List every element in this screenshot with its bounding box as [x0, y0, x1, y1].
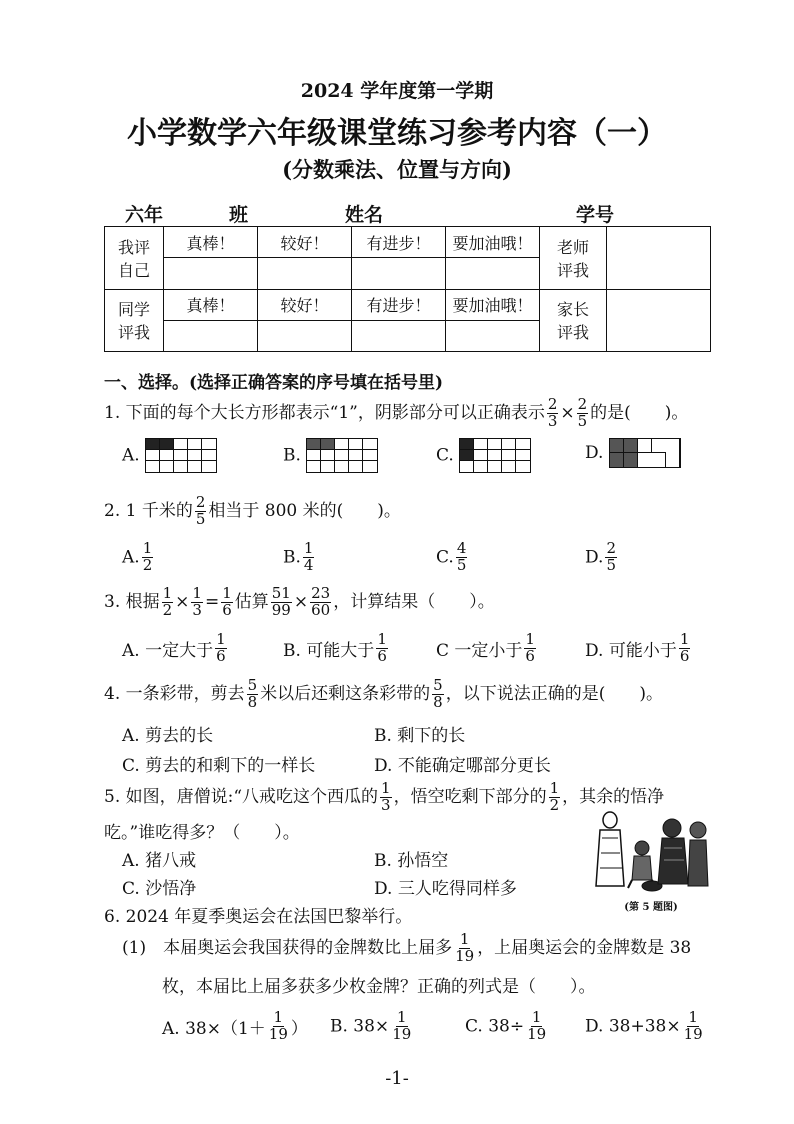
q5-option-a[interactable]: A. 猪八戒 [122, 851, 197, 871]
question-5: 5. 如图，唐僧说:“八戒吃这个西瓜的 $\frac{1}{3}$ ，悟空吃剩下部分的 $\frac{1}{2}$ ，其余的悟净 [104, 779, 665, 814]
q4-option-c[interactable]: C. 剪去的和剩下的一样长 [122, 756, 316, 776]
peer-eval-label: 同学 评我 [105, 289, 164, 352]
question-5-line2: 吃。”谁吃得多？（ ）。 [104, 823, 300, 843]
q6-option-c[interactable]: C. 38÷ $\frac{1}{19}$ [465, 1008, 547, 1043]
q3-option-b[interactable]: B. 可能大于 $\frac{1}{6}$ [283, 630, 387, 665]
q2-option-d[interactable]: D. $\frac{2}{5}$ [585, 539, 616, 574]
q6-option-d[interactable]: D. 38+38× $\frac{1}{19}$ [585, 1008, 703, 1043]
q4-option-d[interactable]: D. 不能确定哪部分更长 [374, 756, 551, 776]
teacher-eval-box[interactable] [607, 227, 711, 290]
self-eval-label: 我评 自己 [105, 227, 164, 290]
self-check-1[interactable] [164, 258, 258, 289]
option-try-harder: 要加油哦！ [446, 227, 540, 258]
q1-option-a[interactable]: A. [122, 438, 217, 473]
parent-eval-label: 家长 评我 [540, 289, 607, 352]
q2-option-b[interactable]: B. $\frac{1}{4}$ [283, 539, 314, 574]
fraction: $\frac{2}{3}$ [547, 395, 558, 430]
q4-option-a[interactable]: A. 剪去的长 [122, 726, 214, 746]
option-good: 较好！ [258, 227, 352, 258]
question-6: 6. 2024 年夏季奥运会在法国巴黎举行。 [104, 907, 413, 927]
question-4: 4. 一条彩带，剪去 $\frac{5}{8}$ 米以后还剩这条彩带的 $\frac{5}{8}$ ，以下说法正确的是( )。 [104, 676, 663, 711]
peer-check-3[interactable] [352, 320, 446, 351]
q6-option-b[interactable]: B. 38× $\frac{1}{19}$ [330, 1008, 412, 1043]
q3-option-c[interactable]: C 一定小于 $\frac{1}{6}$ [436, 630, 535, 665]
question-3: 3. 根据 $\frac{1}{2}$ × $\frac{1}{3}$ = $\frac{1}{6}$ 估算 $\frac{51}{99}$ × $\frac{23}{60}$ ，计算结果（ ）。 [104, 584, 495, 619]
q1-option-b[interactable]: B. [283, 438, 378, 473]
q5-option-d[interactable]: D. 三人吃得同样多 [374, 879, 517, 899]
fraction-grid-a [145, 438, 217, 473]
q6-option-a[interactable]: A. 38×（1＋ $\frac{1}{19}$ ） [162, 1008, 308, 1043]
self-check-2[interactable] [258, 258, 352, 289]
fraction-grid-d [609, 438, 681, 468]
q5-figure [592, 808, 710, 913]
question-1: 1. 下面的每个大长方形都表示“1”，阴影部分可以正确表示 $\frac{2}{3}$ × $\frac{2}{5}$ 的是( )。 [104, 395, 689, 430]
q1-option-c[interactable]: C. [436, 438, 531, 473]
q2-option-c[interactable]: C. $\frac{4}{5}$ [436, 539, 467, 574]
q5-option-c[interactable]: C. 沙悟净 [122, 879, 197, 899]
evaluation-table [104, 226, 711, 352]
fraction-grid-b [306, 438, 378, 473]
characters-eating-watermelon-illustration [592, 808, 710, 894]
question-6-sub1-line2: 枚，本届比上届多获多少枚金牌？正确的列式是（ ）。 [162, 977, 596, 997]
year-line: 2024 学年度第一学期 [300, 80, 494, 102]
name-label: 姓名 [345, 204, 384, 226]
teacher-eval-label: 老师 评我 [540, 227, 607, 290]
figure-caption: (第 5 题图) [624, 902, 678, 913]
peer-check-4[interactable] [446, 320, 540, 351]
option-progress: 有进步！ [352, 227, 446, 258]
peer-check-1[interactable] [164, 320, 258, 351]
option-good: 较好！ [258, 289, 352, 320]
section-heading: 一、选择。(选择正确答案的序号填在括号里) [104, 373, 444, 393]
question-6-sub1: (1) 本届奥运会我国获得的金牌数比上届多 $\frac{1}{19}$ ，上届奥运会的金牌数是 38 [122, 930, 692, 965]
id-label: 学号 [576, 204, 615, 226]
option-progress: 有进步！ [352, 289, 446, 320]
peer-check-2[interactable] [258, 320, 352, 351]
fraction: $\frac{2}{5}$ [577, 395, 588, 430]
parent-eval-box[interactable] [607, 289, 711, 352]
page-subtitle: (分数乘法、位置与方向) [282, 157, 512, 182]
option-great: 真棒！ [164, 227, 258, 258]
option-try-harder: 要加油哦！ [446, 289, 540, 320]
self-check-3[interactable] [352, 258, 446, 289]
page-number: -1- [385, 1068, 409, 1089]
page-title: 小学数学六年级课堂练习参考内容（一） [127, 116, 667, 151]
class-label: 班 [229, 204, 249, 226]
q1-option-d[interactable]: D. [585, 438, 681, 468]
question-2: 2. 1 千米的 $\frac{2}{5}$ 相当于 800 米的( )。 [104, 493, 401, 528]
id-field [576, 200, 678, 227]
self-check-4[interactable] [446, 258, 540, 289]
q3-option-a[interactable]: A. 一定大于 $\frac{1}{6}$ [122, 630, 226, 665]
q3-option-d[interactable]: D. 可能小于 $\frac{1}{6}$ [585, 630, 690, 665]
name-field [345, 200, 501, 227]
q5-option-b[interactable]: B. 孙悟空 [374, 851, 449, 871]
option-great: 真棒！ [164, 289, 258, 320]
grade-label: 六年 [125, 204, 164, 226]
q4-option-b[interactable]: B. 剩下的长 [374, 726, 466, 746]
q2-option-a[interactable]: A. $\frac{1}{2}$ [122, 539, 153, 574]
student-info [125, 200, 248, 227]
fraction-grid-c [459, 438, 531, 473]
